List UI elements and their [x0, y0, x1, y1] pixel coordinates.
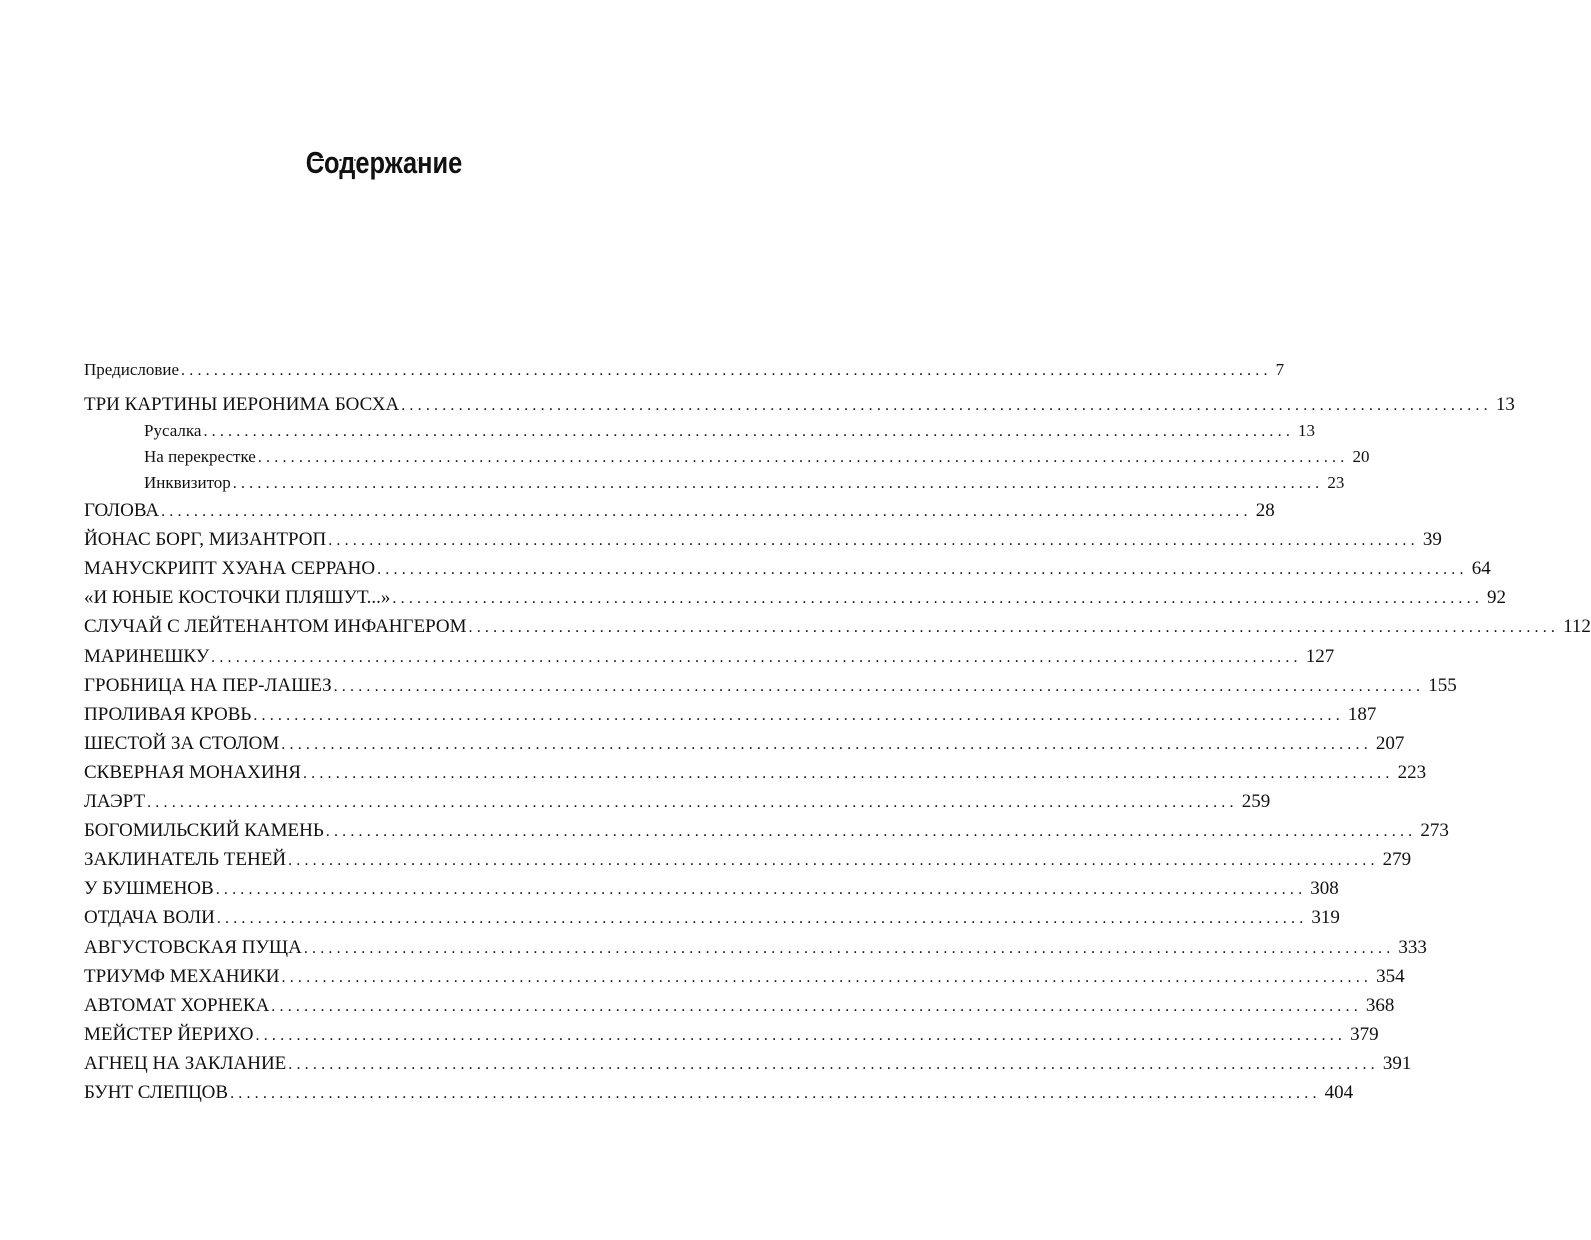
toc-entry-label: ЛАЭРТ	[84, 791, 146, 812]
toc-leader-dots: .....................................................................................................................................	[281, 736, 1372, 753]
toc-page-number: 259	[1241, 791, 1271, 812]
toc-leader-dots: .....................................................................................................................................	[181, 362, 1272, 379]
toc-entry[interactable]	[84, 905, 1340, 931]
toc-entry-label: Предисловие	[84, 360, 180, 379]
toc-page-number: 39	[1422, 529, 1442, 550]
toc-leader-dots: .....................................................................................................................................	[271, 998, 1362, 1015]
toc-leader-dots: .....................................................................................................................................	[377, 561, 1468, 578]
toc-leader-dots: .....................................................................................................................................	[253, 707, 1344, 724]
toc-page-number: 319	[1311, 907, 1340, 928]
toc-page-number: 333	[1398, 937, 1427, 958]
toc-leader-dots: .....................................................................................................................................	[211, 649, 1302, 666]
page-title: Содержание	[305, 145, 463, 180]
toc-entry-label: СКВЕРНАЯ МОНАХИНЯ	[84, 762, 301, 783]
toc-entry-label: АВТОМАТ ХОРНЕКА	[84, 995, 270, 1016]
toc-entry[interactable]	[84, 585, 1507, 611]
toc-entry-label: АВГУСТОВСКАЯ ПУЩА	[84, 937, 302, 958]
toc-entry-label: ЗАКЛИНАТЕЛЬ ТЕНЕЙ	[84, 849, 287, 870]
toc-entry-label: ТРИ КАРТИНЫ ИЕРОНИМА БОСХА	[84, 394, 400, 415]
toc-entry-label: ШЕСТОЙ ЗА СТОЛОМ	[84, 733, 280, 754]
toc-entry[interactable]	[84, 1080, 1354, 1106]
toc-page-number: 7	[1275, 360, 1285, 379]
toc-entry[interactable]	[84, 1051, 1412, 1077]
toc-page-number: 354	[1376, 966, 1405, 987]
toc-entry-label: «И ЮНЫЕ КОСТОЧКИ ПЛЯШУТ...»	[84, 587, 391, 608]
toc-entry-label: БОГОМИЛЬСКИЙ КАМЕНЬ	[84, 820, 324, 841]
toc-entry-label: БУНТ СЛЕПЦОВ	[84, 1082, 229, 1103]
toc-entry[interactable]	[84, 789, 1271, 815]
toc-entry-label: МАРИНЕШКУ	[84, 646, 210, 667]
toc-subentry[interactable]	[144, 444, 1370, 470]
toc-entry-label: МЕЙСТЕР ЙЕРИХО	[84, 1024, 254, 1045]
toc-entry-label: АГНЕЦ НА ЗАКЛАНИЕ	[84, 1053, 287, 1074]
toc-leader-dots: .....................................................................................................................................	[325, 823, 1417, 840]
toc-entry[interactable]	[84, 673, 1457, 699]
toc-entry[interactable]	[84, 614, 1591, 640]
toc-leader-dots: .....................................................................................................................................	[288, 1056, 1379, 1073]
toc-leader-dots: .....................................................................................................................................	[281, 969, 1373, 986]
toc-leader-dots: .....................................................................................................................................	[468, 619, 1560, 636]
toc-entry-label: ОТДАЧА ВОЛИ	[84, 907, 215, 928]
toc-leader-dots: .....................................................................................................................................	[230, 1085, 1321, 1102]
toc-leader-dots: .....................................................................................................................................	[161, 503, 1252, 520]
toc-page-number: 223	[1397, 762, 1427, 783]
toc-leader-dots: .....................................................................................................................................	[288, 852, 1379, 869]
toc-leader-dots: .....................................................................................................................................	[216, 910, 1308, 927]
toc-entry-label: У БУШМЕНОВ	[84, 878, 214, 899]
toc-page-number: 92	[1487, 587, 1507, 608]
toc-page-number: 308	[1310, 878, 1339, 899]
toc-leader-dots: .....................................................................................................................................	[303, 940, 1395, 957]
toc-leader-dots: .....................................................................................................................................	[401, 397, 1492, 414]
toc-entry[interactable]	[84, 993, 1395, 1019]
toc-entry[interactable]	[84, 702, 1377, 728]
toc-page-number: 391	[1382, 1053, 1412, 1074]
toc-page-number: 23	[1327, 473, 1345, 492]
toc-entry-label: ПРОЛИВАЯ КРОВЬ	[84, 704, 252, 725]
toc-entry[interactable]	[84, 1022, 1379, 1048]
toc-leader-dots: .....................................................................................................................................	[147, 794, 1238, 811]
toc-page-number: 379	[1350, 1024, 1379, 1045]
toc-page-number: 112	[1563, 616, 1591, 637]
toc-page-number: 13	[1298, 421, 1316, 440]
toc-page-number: 273	[1420, 820, 1449, 841]
toc-entry-preface[interactable]	[84, 357, 1285, 383]
toc-entry[interactable]	[84, 935, 1427, 961]
toc-leader-dots: .....................................................................................................................................	[255, 1027, 1347, 1044]
toc-page-number: 155	[1428, 675, 1457, 696]
toc-leader-dots: .....................................................................................................................................	[392, 590, 1484, 607]
toc-entry-label: МАНУСКРИПТ ХУАНА СЕРРАНО	[84, 558, 376, 579]
toc-page-number: 279	[1382, 849, 1412, 870]
toc-page-number: 368	[1365, 995, 1395, 1016]
toc-entry[interactable]	[84, 818, 1449, 844]
toc-entry-label: ГОЛОВА	[84, 500, 160, 521]
toc-page-number: 64	[1471, 558, 1491, 579]
toc-entry-label: ГРОБНИЦА НА ПЕР-ЛАШЕЗ	[84, 675, 332, 696]
toc-leader-dots: .....................................................................................................................................	[232, 475, 1324, 492]
toc-entry[interactable]	[84, 644, 1335, 670]
toc-entry[interactable]	[84, 527, 1442, 553]
toc-entry[interactable]	[84, 964, 1405, 990]
toc-leader-dots: .....................................................................................................................................	[302, 765, 1394, 782]
toc-page-number: 13	[1495, 394, 1515, 415]
toc-page-number: 207	[1375, 733, 1405, 754]
toc-leader-dots: .....................................................................................................................................	[215, 881, 1307, 898]
toc-entry[interactable]	[84, 760, 1427, 786]
toc-entry[interactable]	[84, 876, 1339, 902]
toc-entry-label: Инквизитор	[144, 473, 231, 492]
toc-entry-label: На перекрестке	[144, 447, 256, 466]
toc-entry-label: СЛУЧАЙ С ЛЕЙТЕНАНТОМ ИНФАНГЕРОМ	[84, 616, 467, 637]
toc-leader-dots: .....................................................................................................................................	[257, 449, 1349, 466]
toc-entry[interactable]	[84, 731, 1405, 757]
toc-entry[interactable]	[84, 498, 1275, 524]
toc-leader-dots: .....................................................................................................................................	[203, 423, 1295, 440]
toc-page-number: 127	[1305, 646, 1335, 667]
toc-page-number: 20	[1352, 447, 1370, 466]
toc-subentry[interactable]	[144, 418, 1316, 444]
toc-entry[interactable]	[84, 392, 1515, 418]
toc-leader-dots: .....................................................................................................................................	[333, 678, 1425, 695]
toc-entry-label: ЙОНАС БОРГ, МИЗАНТРОП	[84, 529, 327, 550]
toc-subentry[interactable]	[144, 470, 1345, 496]
toc-page-number: 187	[1347, 704, 1377, 725]
toc-entry[interactable]	[84, 556, 1491, 582]
toc-entry-label: Русалка	[144, 421, 202, 440]
toc-entry-label: ТРИУМФ МЕХАНИКИ	[84, 966, 280, 987]
toc-page-number: 404	[1324, 1082, 1354, 1103]
toc-leader-dots: .....................................................................................................................................	[328, 532, 1419, 549]
toc-page-number: 28	[1255, 500, 1275, 521]
toc-entry[interactable]	[84, 847, 1412, 873]
